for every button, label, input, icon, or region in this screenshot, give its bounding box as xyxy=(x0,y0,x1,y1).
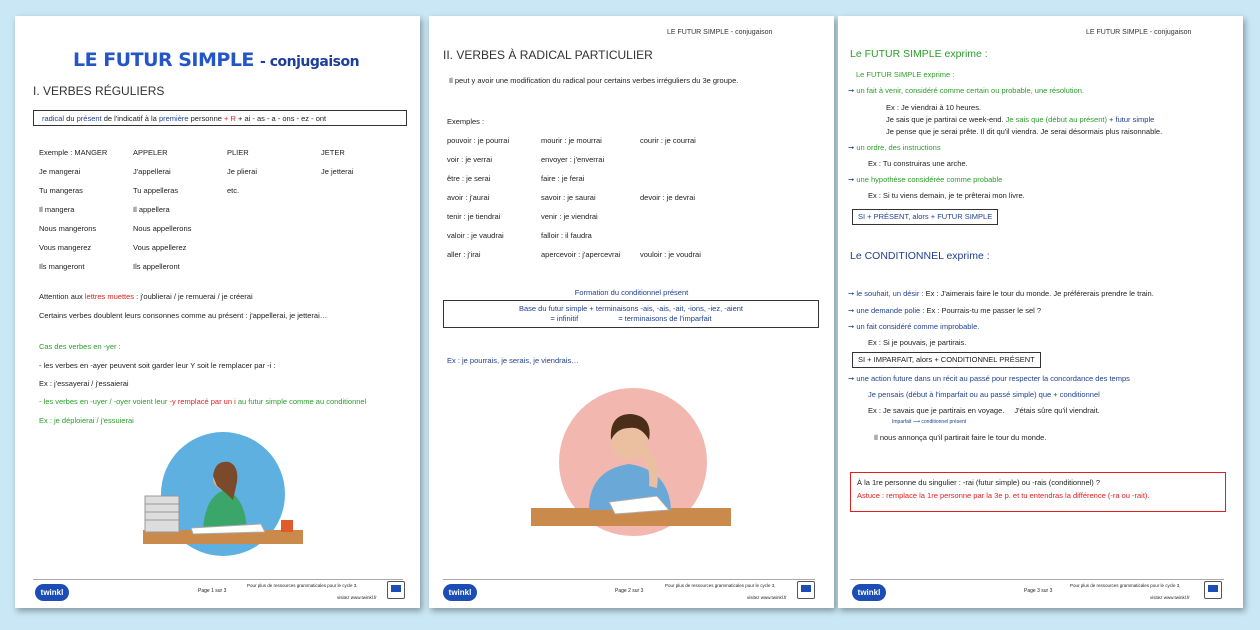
imparfait-annotation: Imparfait ⟶ conditionnel présent xyxy=(892,419,967,425)
column-plier: PLIER Je plierai etc. xyxy=(227,148,258,195)
cas-line-4: Ex : je déploierai / j'essuierai xyxy=(39,416,134,425)
conditionnel-heading: Le CONDITIONNEL exprime : xyxy=(850,250,990,262)
title-main: LE FUTUR SIMPLE xyxy=(73,49,254,71)
page-3 xyxy=(838,16,1243,608)
page-number: Page 1 sur 3 xyxy=(198,588,227,594)
page-title xyxy=(73,49,359,71)
exemples-label: Exemples : xyxy=(447,117,485,126)
footer-resources: Pour plus de ressources grammaticales pour le cycle 3, xyxy=(247,583,358,588)
futur-example-5: Ex : Si tu viens demain, je te prêterai mon livre. xyxy=(868,191,1025,200)
page-header: LE FUTUR SIMPLE - conjugaison xyxy=(667,29,773,36)
cond-bullet-1: ➞ le souhait, un désir : Ex : J'aimerais faire le tour du monde. Je préférerais prendre le train. xyxy=(848,289,1154,298)
futur-bullet-3: ➞ une hypothèse considérée comme probable xyxy=(848,175,1003,184)
twinkl-logo[interactable]: twinkl xyxy=(443,584,477,601)
twinkl-logo[interactable]: twinkl xyxy=(35,584,69,601)
page-header: LE FUTUR SIMPLE - conjugaison xyxy=(1086,29,1192,36)
futur-heading: Le FUTUR SIMPLE exprime : xyxy=(850,48,988,60)
cas-line-1: - les verbes en -ayer peuvent soit garder leur Y soit le remplacer par -i : xyxy=(39,361,276,370)
futur-subheading: Le FUTUR SIMPLE exprime : xyxy=(856,70,955,79)
futur-example-1: Ex : Je viendrai à 10 heures. xyxy=(886,103,982,112)
twinkl-logo[interactable]: twinkl xyxy=(852,584,886,601)
footer-site-link[interactable]: visitez www.twinkl.fr xyxy=(337,595,377,600)
rule-box: radical du présent de l'indicatif à la première personne + R + ai - as - a - ons - ez - ont xyxy=(33,110,407,126)
badge-icon xyxy=(387,581,405,599)
footer-divider xyxy=(443,579,815,580)
astuce-question: À la 1re personne du singulier : -rai (futur simple) ou -rais (conditionnel) ? xyxy=(857,478,1101,487)
section-heading: I. VERBES RÉGULIERS xyxy=(33,84,165,98)
page-1 xyxy=(15,16,420,608)
cond-example-4a: Je pensais (début à l'imparfait ou au passé simple) que + conditionnel xyxy=(868,390,1100,399)
rule-box-futur: SI + PRÉSENT, alors + FUTUR SIMPLE xyxy=(852,209,998,225)
cas-title: Cas des verbes en -yer : xyxy=(39,342,121,351)
rule-box-conditionnel: SI + IMPARFAIT, alors + CONDITIONNEL PRÉSENT xyxy=(852,352,1041,368)
column-manger: Exemple : MANGER Je mangerai Tu mangeras Il mangera Nous mangerons Vous mangerez Ils mangeront xyxy=(39,148,108,271)
column-jeter: JETER Je jetterai xyxy=(321,148,354,176)
futur-example-4: Ex : Tu construiras une arche. xyxy=(868,159,968,168)
page-number: Page 2 sur 3 xyxy=(615,588,644,594)
cond-bullet-4: ➞ une action future dans un récit au passé pour respecter la concordance des temps xyxy=(848,374,1130,383)
footer-resources: Pour plus de ressources grammaticales pour le cycle 3, xyxy=(665,583,776,588)
cond-example-3: Ex : Si je pouvais, je partirais. xyxy=(868,338,967,347)
example-line: Ex : je pourrais, je serais, je viendrais… xyxy=(447,356,579,365)
formation-box: Base du futur simple + terminaisons -ais, -ais, -ait, -ions, -iez, -aient = infinitif = terminaisons de l'imparfait xyxy=(443,300,819,328)
section-heading: II. VERBES À RADICAL PARTICULIER xyxy=(443,48,653,62)
footer-divider xyxy=(33,579,403,580)
futur-bullet-1: ➞ un fait à venir, considéré comme certain ou probable, une résolution. xyxy=(848,86,1085,95)
cas-line-3: - les verbes en -uyer / -oyer voient leur -y remplacé par un i au futur simple comme au conditionnel xyxy=(39,397,367,406)
cond-bullet-2: ➞ une demande polie : Ex : Pourrais-tu me passer le sel ? xyxy=(848,306,1042,315)
footer-site-link[interactable]: visitez www.twinkl.fr xyxy=(1150,595,1190,600)
title-sub: - conjugaison xyxy=(260,54,360,70)
intro-text: Il peut y avoir une modification du radical pour certains verbes irréguliers du 3e groupe. xyxy=(449,76,739,85)
futur-example-2: Je sais que je partirai ce week-end. Je sais que (début au présent) + futur simple xyxy=(886,115,1155,124)
footer-divider xyxy=(850,579,1224,580)
attention-line: Attention aux lettres muettes : j'oublierai / je remuerai / je créerai xyxy=(39,292,253,301)
boy-writing-illustration xyxy=(529,378,739,538)
futur-example-3: Je pense que je serai prête. Il dit qu'il viendra. Je serai désormais plus raisonnable. xyxy=(886,127,1163,136)
doublent-line: Certains verbes doublent leurs consonnes comme au présent : j'appellerai, je jetterai… xyxy=(39,311,328,320)
badge-icon xyxy=(1204,581,1222,599)
footer-site-link[interactable]: visitez www.twinkl.fr xyxy=(747,595,787,600)
futur-bullet-2: ➞ un ordre, des instructions xyxy=(848,143,941,152)
cas-line-2: Ex : j'essayerai / j'essaierai xyxy=(39,379,129,388)
astuce-tip: Astuce : remplace la 1re personne par la 3e p. et tu entendras la différence (-ra ou -rait). xyxy=(857,491,1150,500)
cond-example-4b: Ex : Je savais que je partirais en voyage. J'étais sûre qu'il viendrait. xyxy=(868,406,1100,415)
astuce-box xyxy=(850,472,1226,512)
verbs-column-2: mourir : je mourrai envoyer : j'enverrai faire : je ferai savoir : je saurai venir : je viendrai falloir : il faudra apercevoir : j'apercevrai xyxy=(541,136,621,259)
page-number: Page 3 sur 3 xyxy=(1024,588,1053,594)
footer-resources: Pour plus de ressources grammaticales pour le cycle 3, xyxy=(1070,583,1181,588)
cond-bullet-3: ➞ un fait considéré comme improbable. xyxy=(848,322,980,331)
badge-icon xyxy=(797,581,815,599)
verbs-column-3: courir : je courrai devoir : je devrai vouloir : je voudrai xyxy=(640,136,701,259)
girl-writing-illustration xyxy=(133,426,313,556)
cond-example-4c: Il nous annonça qu'il partirait faire le tour du monde. xyxy=(874,433,1047,442)
column-appeler: APPELER J'appellerai Tu appelleras Il appellera Nous appellerons Vous appellerez Ils appelleront xyxy=(133,148,192,271)
page-2 xyxy=(429,16,834,608)
formation-title: Formation du conditionnel présent xyxy=(574,288,689,297)
verbs-column-1: pouvoir : je pourrai voir : je verrai être : je serai avoir : j'aurai tenir : je tiendrai valoir : je vaudrai aller : j'irai xyxy=(447,136,510,259)
